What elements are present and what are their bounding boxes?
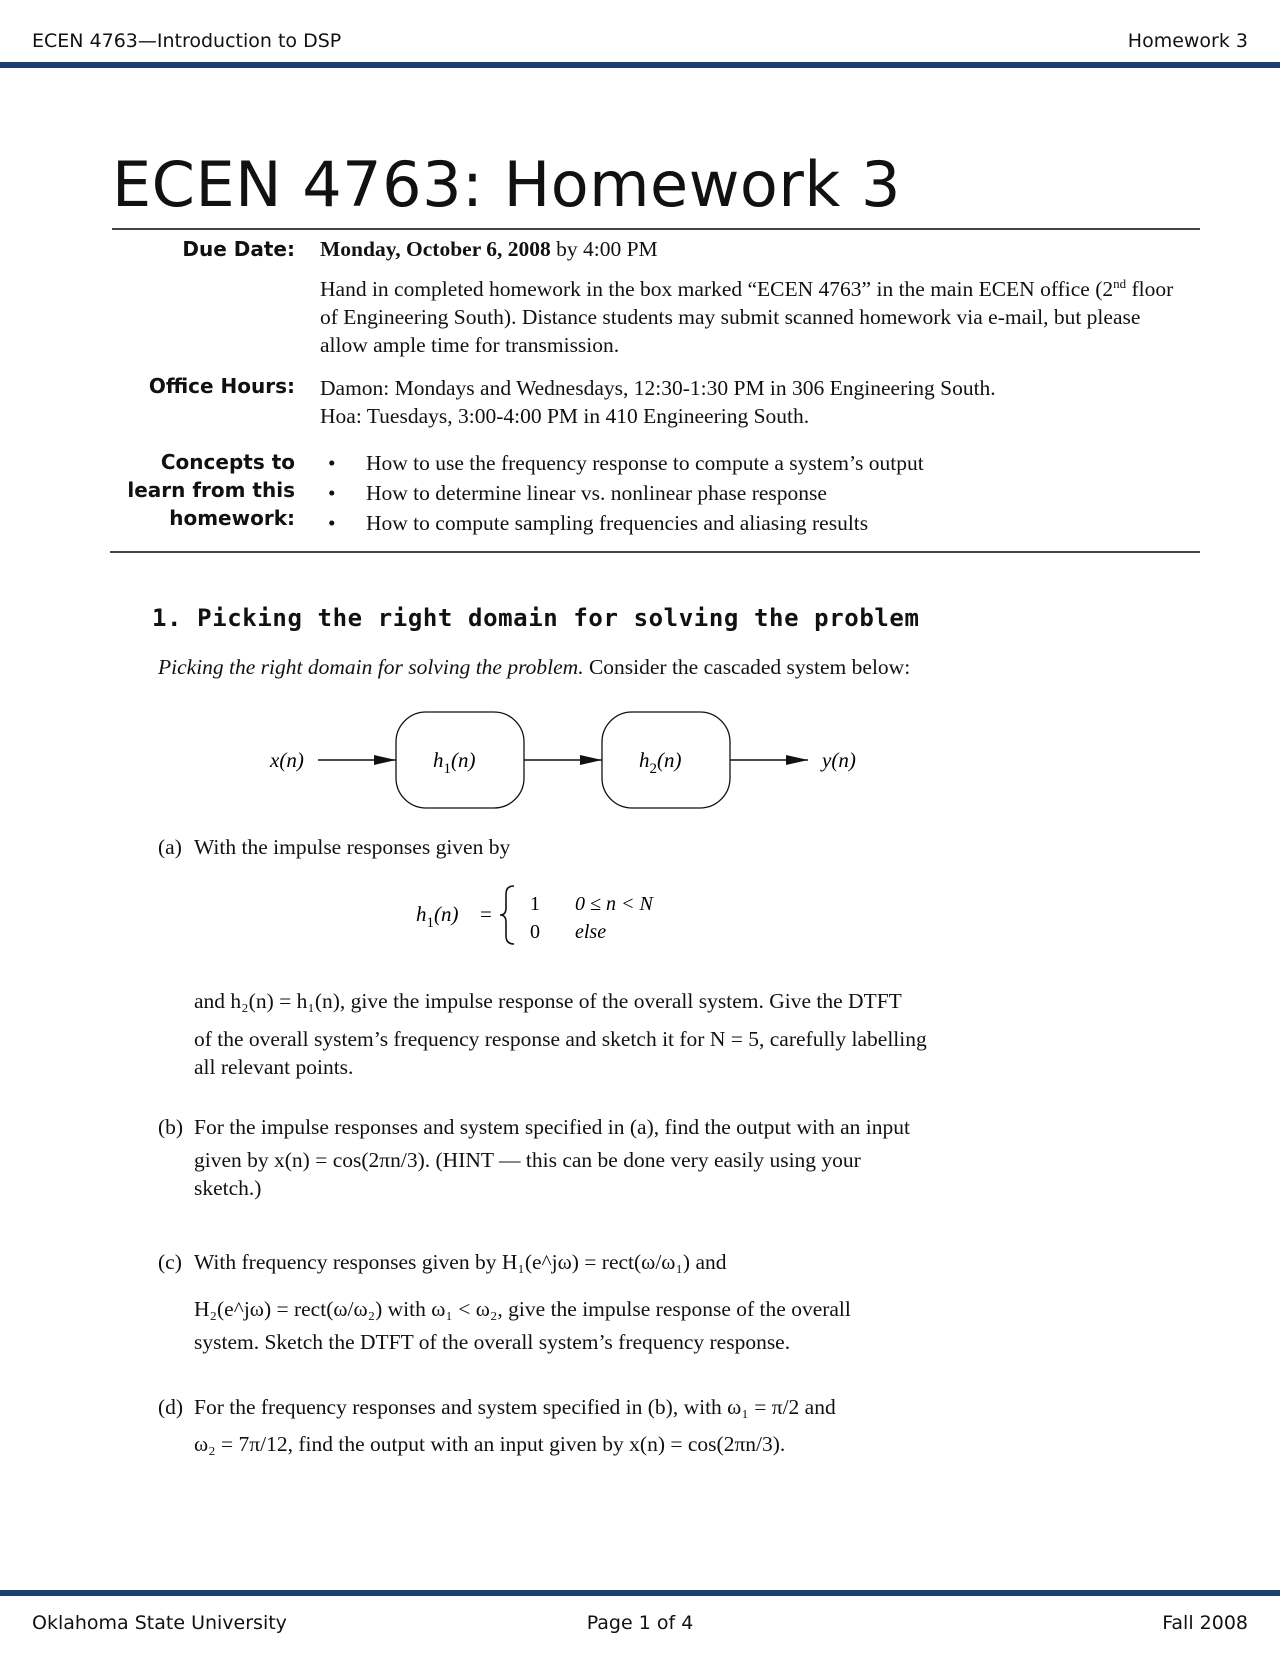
concept-item: • How to use the frequency response to compute a system’s output [320, 448, 1192, 478]
part-a-continuation-3: all relevant points. [194, 1055, 354, 1079]
problem-1-intro [158, 652, 910, 682]
concepts-label-line-3: homework: [169, 506, 295, 530]
intro-rest: Consider the cascaded system below: [583, 655, 911, 679]
problem-1-heading: 1. Picking the right domain for solving the problem [152, 604, 920, 632]
part-a-label: (a) [158, 835, 182, 859]
part-c-line-3: system. Sketch the DTFT of the overall system’s frequency response. [194, 1330, 791, 1354]
svg-text:h1(n): $h_1(n)$ [416, 902, 459, 931]
svg-text:else: else [575, 921, 607, 943]
brace [500, 886, 514, 944]
diagram-input-label: x(n) [270, 748, 304, 772]
part-c-line-2: H₂(e^jω) = rect(ω/ω₂) with ω₁ < ω₂, give the impulse response of the overall [194, 1297, 851, 1321]
part-b-line-1: For the impulse responses and system specified in (a), find the output with an input [194, 1115, 910, 1139]
footer-university: Oklahoma State University [32, 1612, 287, 1634]
part-b-line-3: sketch.) [194, 1176, 262, 1200]
due-date-text [320, 235, 1192, 263]
svg-text:=: = [480, 902, 492, 926]
due-date-bold: Monday, October 6, 2008 [320, 237, 551, 261]
svg-text:1: 1 [530, 893, 540, 915]
title-rule [112, 228, 1200, 230]
part-a-continuation-2: of the overall system’s frequency response and sketch it for N = 5, carefully labelling [194, 1027, 927, 1051]
part-c-line-1: With frequency responses given by H₁(e^jω) = rect(ω/ω₁) and [194, 1250, 727, 1274]
part-d-line-2: ω₂ = 7π/12, find the output with an input given by x(n) = cos(2πn/3). [194, 1432, 786, 1456]
part-d-label: (d) [158, 1395, 184, 1419]
office-hours-line-1: Damon: Mondays and Wednesdays, 12:30-1:30 PM in 306 Engineering South. [320, 376, 996, 400]
page-title: ECEN 4763: Homework 3 [112, 148, 901, 221]
part-c-label: (c) [158, 1250, 182, 1274]
concept-item: • How to determine linear vs. nonlinear phase response [320, 478, 1192, 508]
part-a-continuation-1: and h₂(n) = h₁(n), give the impulse response of the overall system. Give the DTFT [194, 989, 902, 1013]
due-time: by 4:00 PM [550, 237, 658, 261]
footer-page-number: Page 1 of 4 [586, 1612, 694, 1634]
intro-italic: Picking the right domain for solving the problem. [158, 655, 584, 679]
concept-item: • How to compute sampling frequencies and aliasing results [320, 508, 1192, 538]
header-assignment: Homework 3 [1127, 30, 1248, 52]
page-footer [0, 1586, 1280, 1656]
h1-piecewise-equation [410, 880, 690, 950]
office-hours-label: Office Hours: [148, 374, 295, 398]
concepts-list [320, 448, 1192, 538]
hand-in-instructions [320, 270, 1192, 359]
part-d-line-1: For the frequency responses and system specified in (b), with ω₁ = π/2 and [194, 1395, 836, 1419]
office-hours-line-2: Hoa: Tuesdays, 3:00-4:00 PM in 410 Engineering South. [320, 404, 810, 428]
block-h2-label: $h_2(n)$ [639, 748, 682, 777]
footer-semester: Fall 2008 [1162, 1612, 1248, 1634]
header-course: ECEN 4763—Introduction to DSP [32, 30, 342, 52]
part-a-text: With the impulse responses given by [194, 835, 511, 859]
hand-in-superscript: nd [1113, 276, 1127, 291]
info-bottom-rule [110, 551, 1200, 553]
due-date-label: Due Date: [182, 237, 295, 261]
part-b-line-2: given by x(n) = cos(2πn/3). (HINT — this can be done very easily using your [194, 1148, 861, 1172]
hand-in-part-2: floor of Engineering South). Distance students may submit scanned homework via e-mail, but please allow ample time for transmission. [320, 277, 1174, 358]
svg-text:0: 0 [530, 921, 540, 943]
concepts-label-line-1: Concepts to [160, 450, 295, 474]
concepts-label [127, 448, 295, 532]
footer-rule [0, 1590, 1280, 1596]
page-header [0, 0, 1280, 70]
cascade-block-diagram [250, 700, 890, 820]
concepts-label-line-2: learn from this [127, 478, 295, 502]
block-h1-label: $h_1(n)$ [433, 748, 476, 777]
hand-in-part-1: Hand in completed homework in the box marked “ECEN 4763” in the main ECEN office (2 [320, 277, 1114, 302]
header-rule [0, 62, 1280, 68]
diagram-output-label: y(n) [822, 748, 856, 772]
svg-text:0 ≤ n < N: 0 ≤ n < N [575, 893, 653, 915]
part-b-label: (b) [158, 1115, 184, 1139]
